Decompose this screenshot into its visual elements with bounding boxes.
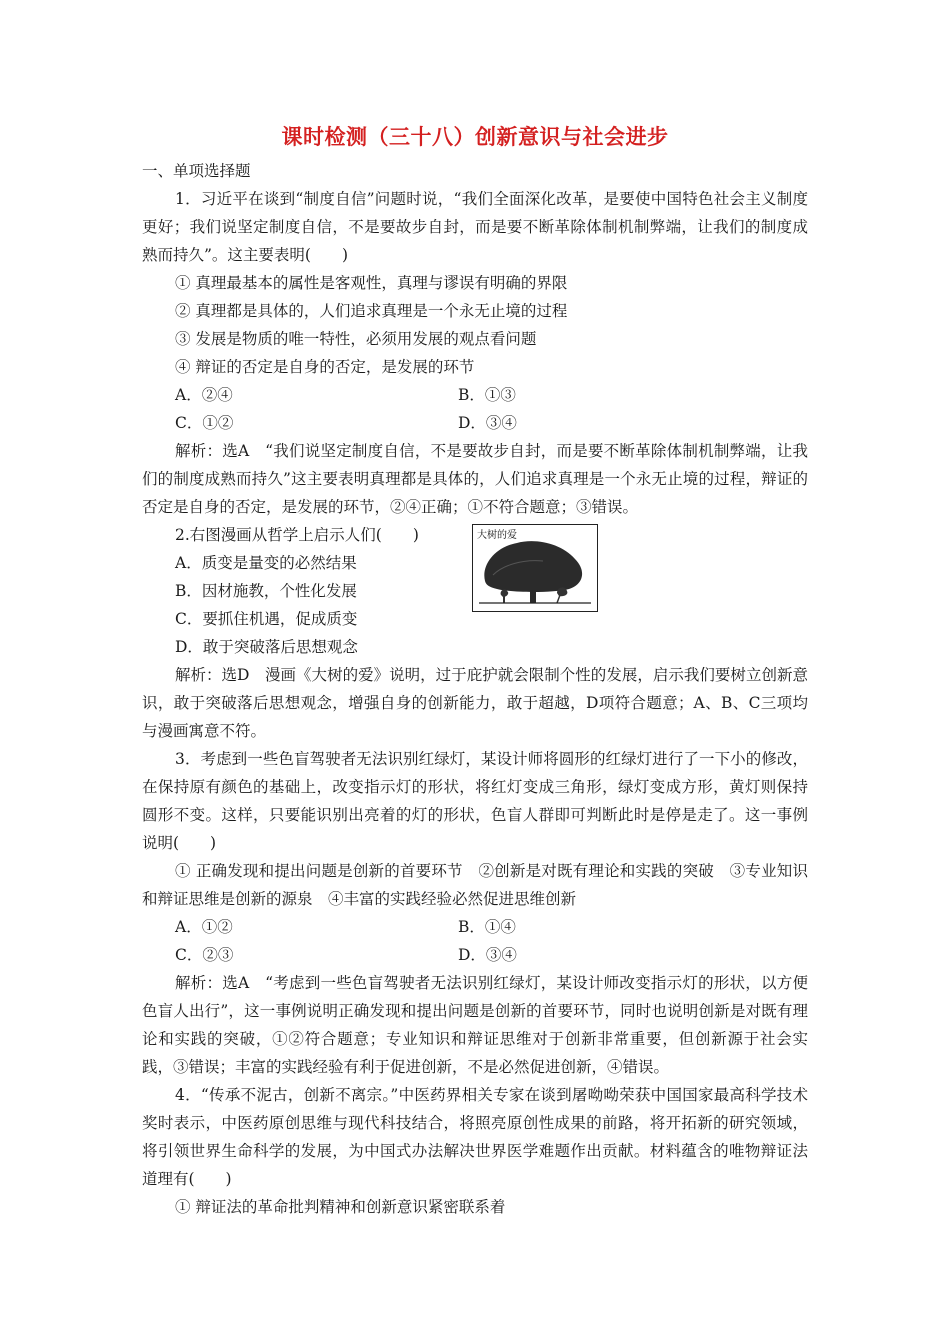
question-3-analysis: 解析：选A “考虑到一些色盲驾驶者无法识别红绿灯，某设计师改变指示灯的形状，以方便色盲人出行”，这一事例说明正确发现和提出问题是创新的首要环节，同时也说明创新是对既有理论和实践的突破，①②符合题意；专业知识和辩证思维对于创新非常重要，但创新源于社会实践，③错误；丰富的实践经验有利于促进创新，不是必然促进创新，④错误。 — [142, 974, 808, 1076]
option-d: D．③④ — [458, 414, 517, 432]
question-2-option-c: C．要抓住机遇，促成质变 — [175, 610, 358, 628]
option-b: B．①③ — [458, 386, 516, 404]
question-1-item: ④ 辩证的否定是自身的否定，是发展的环节 — [175, 358, 475, 376]
question-3-options-row — [142, 941, 808, 969]
small-sapling-trunk — [503, 596, 505, 603]
question-1-options-row — [142, 381, 808, 409]
question-2-block — [142, 521, 808, 661]
question-1-item: ③ 发展是物质的唯一特性，必须用发展的观点看问题 — [175, 330, 537, 348]
question-3-stem: 3．考虑到一些色盲驾驶者无法识别红绿灯，某设计师将圆形的红绿灯进行了一下小的修改，在保持原有颜色的基础上，改变指示灯的形状，将红灯变成三角形，绿灯变成方形，黄灯则保持圆形不变。这样，只要能识别出亮着的灯的形状，色盲人群即可判断此时是停是走了。这一事例说明( ) — [142, 750, 808, 852]
question-1-stem: 1．习近平在谈到“制度自信”问题时说，“我们全面深化改革，是要使中国特色社会主义制度更好；我们说坚定制度自信，不是要故步自封，而是要不断革除体制机制弊端，让我们的制度成熟而持久”。这主要表明( ) — [142, 190, 808, 264]
question-4-stem: 4．“传承不泥古，创新不离宗。”中医药界相关专家在谈到屠呦呦荣获中国国家最高科学技术奖时表示，中医药原创思维与现代科技结合，将照亮原创性成果的前路，将开拓新的研究领域，将引领世界生命科学的发展，为中国式办法解决世界医学难题作出贡献。材料蕴含的唯物辩证法道理有( ) — [142, 1086, 808, 1188]
question-4-item: ① 辩证法的革命批判精神和创新意识紧密联系着 — [175, 1198, 506, 1216]
option-d: D．③④ — [458, 946, 517, 964]
question-1-item: ① 真理最基本的属性是客观性，真理与谬误有明确的界限 — [175, 274, 568, 292]
question-1-analysis: 解析：选A “我们说坚定制度自信，不是要故步自封，而是要不断革除体制机制弊端，让我们的制度成熟而持久”这主要表明真理都是具体的，人们追求真理是一个永无止境的过程，辩证的否定是自身的否定，是发展的环节，②④正确；①不符合题意；③错误。 — [142, 442, 808, 516]
small-sapling-trunk — [557, 595, 560, 603]
option-a: A．①② — [175, 918, 233, 936]
question-3-options-row — [142, 913, 808, 941]
tree-cartoon-drawing — [473, 525, 597, 611]
option-b: B．①④ — [458, 918, 516, 936]
question-2-option-d: D．敢于突破落后思想观念 — [175, 638, 358, 656]
tree-trunk — [530, 587, 536, 603]
question-1-options-row — [142, 409, 808, 437]
question-1-item: ② 真理都是具体的，人们追求真理是一个永无止境的过程 — [175, 302, 568, 320]
tree-cartoon-image — [472, 524, 598, 612]
page-title: 课时检测（三十八）创新意识与社会进步 — [281, 125, 669, 149]
question-2-option-a: A．质变是量变的必然结果 — [175, 554, 357, 572]
cartoon-caption: 大树的爱 — [477, 530, 517, 541]
question-3-items: ① 正确发现和提出问题是创新的首要环节 ②创新是对既有理论和实践的突破 ③专业知识和辩证思维是创新的源泉 ④丰富的实践经验必然促进思维创新 — [142, 862, 808, 908]
question-2-analysis: 解析：选D 漫画《大树的爱》说明，过于庇护就会限制个性的发展，启示我们要树立创新意识，敢于突破落后思想观念，增强自身的创新能力，敢于超越，D项符合题意；A、B、C三项均与漫画寓意不符。 — [142, 666, 808, 740]
option-c: C．②③ — [175, 946, 234, 964]
question-2-option-b: B．因材施教，个性化发展 — [175, 582, 357, 600]
section-heading: 一、单项选择题 — [142, 162, 251, 180]
option-c: C．①② — [175, 414, 234, 432]
tree-canopy — [484, 541, 582, 592]
option-a: A．②④ — [175, 386, 233, 404]
question-2-stem: 2.右图漫画从哲学上启示人们( ) — [175, 526, 419, 544]
document-body — [142, 157, 808, 1221]
